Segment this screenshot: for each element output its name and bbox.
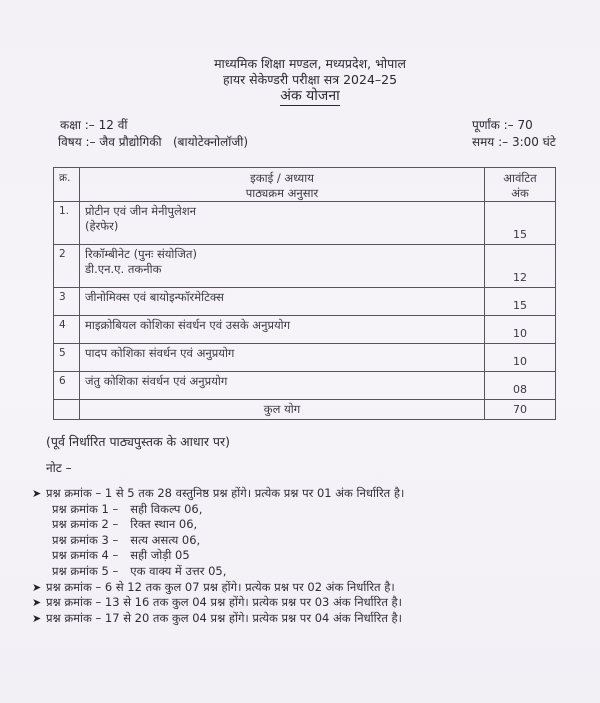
header-marks (485, 168, 556, 202)
row-serial: 6 (54, 372, 80, 400)
row-serial: 3 (54, 288, 80, 316)
note-subitem (30, 548, 570, 564)
row-unit-line1: प्रोटीन एवं जीन मेनीपुलेशन (85, 204, 197, 218)
note-text: प्रश्न क्रमांक – 6 से 12 तक कुल 07 प्रश्न होंगे। प्रत्येक प्रश्न पर 02 अंक निर्धारित है। (46, 579, 395, 594)
row-marks: 12 (485, 245, 556, 288)
note-sub-label: प्रश्न क्रमांक 5 – (52, 563, 119, 578)
exam-session: हायर सेकेण्डरी परीक्षा सत्र 2024–25 (222, 72, 398, 87)
row-serial: 4 (54, 316, 80, 344)
note-item (30, 595, 570, 611)
row-marks: 08 (485, 372, 556, 400)
arrow-bullet-icon: ➤ (32, 611, 42, 625)
table-row (54, 344, 556, 372)
row-unit-line2: (हेरफेर) (85, 219, 119, 233)
note-subitem (30, 533, 570, 549)
max-marks-row (472, 117, 556, 134)
table-row (54, 245, 556, 288)
row-unit (80, 202, 485, 245)
subject-value: जैव प्रौद्योगिकी (बायोटेक्नोलॉजी) (99, 135, 249, 149)
row-marks: 15 (485, 288, 556, 316)
note-text: प्रश्न क्रमांक – 13 से 16 तक कुल 04 प्रश्न होंगे। प्रत्येक प्रश्न पर 03 अंक निर्धारित है। (46, 595, 403, 610)
total-serial-empty (54, 400, 80, 420)
row-unit: माइक्रोबियल कोशिका संवर्धन एवं उसके अनुप्रयोग (80, 316, 485, 344)
time-value: 3:00 घंटे (511, 135, 556, 149)
class-row (60, 117, 248, 134)
header-marks-line2: अंक (511, 186, 529, 200)
row-marks: 10 (485, 316, 556, 344)
note-sub-label: प्रश्न क्रमांक 2 – (52, 517, 119, 532)
class-value: 12 वीं (98, 118, 128, 132)
note-sub-text: एक वाक्य में उत्तर 05, (130, 563, 227, 578)
note-sub-text: रिक्त स्थान 06, (130, 517, 198, 532)
subject-label: विषय :– (58, 135, 96, 149)
row-unit-line2: डी.एन.ए. तकनीक (85, 262, 162, 276)
note-subitem (30, 517, 570, 533)
header-serial: क्र. (54, 168, 80, 202)
total-label: कुल योग (80, 400, 485, 420)
class-label: कक्षा :– (60, 118, 95, 132)
row-marks: 15 (485, 202, 556, 245)
table-row (54, 316, 556, 344)
row-marks: 10 (485, 344, 556, 372)
note-text: प्रश्न क्रमांक – 17 से 20 तक कुल 04 प्रश्न होंगे। प्रत्येक प्रश्न पर 04 अंक निर्धारित है। (46, 610, 403, 625)
row-unit: जंतु कोशिका संवर्धन एवं अनुप्रयोग (80, 372, 485, 400)
row-unit: जीनोमिक्स एवं बायोइन्फॉरमेटिक्स (80, 288, 485, 316)
note-sub-text: सही विकल्प 06, (130, 501, 203, 516)
note-item (30, 611, 570, 627)
row-serial: 5 (54, 344, 80, 372)
note-subitem (30, 564, 570, 580)
arrow-bullet-icon: ➤ (32, 580, 42, 594)
total-value: 70 (485, 400, 556, 420)
page-title-text: अंक योजना (280, 88, 340, 104)
arrow-bullet-icon: ➤ (32, 596, 42, 610)
header-unit (80, 168, 485, 202)
subject-row (58, 134, 248, 151)
note-sub-label: प्रश्न क्रमांक 4 – (52, 548, 119, 563)
class-subject-block (60, 117, 248, 151)
time-row (472, 134, 556, 151)
row-unit: पादप कोशिका संवर्धन एवं अनुप्रयोग (80, 344, 485, 372)
note-item (30, 486, 570, 502)
textbook-basis-note: (पूर्व निर्धारित पाठ्यपुस्तक के आधार पर) (46, 434, 231, 449)
row-serial: 1. (54, 202, 80, 245)
row-unit (80, 245, 485, 288)
max-marks-label: पूर्णांक :– (472, 118, 514, 132)
page-title (10, 88, 600, 104)
table-header-row (54, 168, 556, 202)
note-sub-label: प्रश्न क्रमांक 1 – (52, 501, 119, 516)
note-text: प्रश्न क्रमांक – 1 से 5 तक 28 वस्तुनिष्ठ प्रश्न होंगे। प्रत्येक प्रश्न पर 01 अंक निर्धारित है। (46, 486, 405, 500)
note-sub-text: सही जोड़ी 05 (130, 548, 190, 563)
row-unit-line1: रिकॉम्बीनेट (पुनः संयोजित) (85, 247, 197, 261)
arrow-bullet-icon: ➤ (32, 487, 42, 500)
notes-list (30, 486, 570, 626)
table-row (54, 202, 556, 245)
header-marks-line1: आवंटित (503, 171, 537, 185)
marks-scheme-table (53, 167, 556, 420)
marks-time-block (472, 117, 556, 151)
note-label: नोट – (46, 461, 72, 475)
table-row (54, 372, 556, 400)
board-name: माध्यमिक शिक्षा मण्डल, मध्यप्रदेश, भोपाल (214, 56, 406, 71)
time-label: समय :– (472, 135, 509, 149)
header-unit-line2: पाठ्यक्रम अनुसार (245, 186, 319, 200)
note-sub-label: प्रश्न क्रमांक 3 – (52, 532, 119, 547)
row-serial: 2 (54, 245, 80, 288)
header-unit-line1: इकाई / अध्याय (250, 171, 314, 185)
note-sub-text: सत्य असत्य 06, (130, 532, 201, 547)
note-item (30, 580, 570, 596)
max-marks-value: 70 (517, 118, 533, 132)
table-row (54, 288, 556, 316)
table-total-row (54, 400, 556, 420)
note-subitem (30, 502, 570, 518)
